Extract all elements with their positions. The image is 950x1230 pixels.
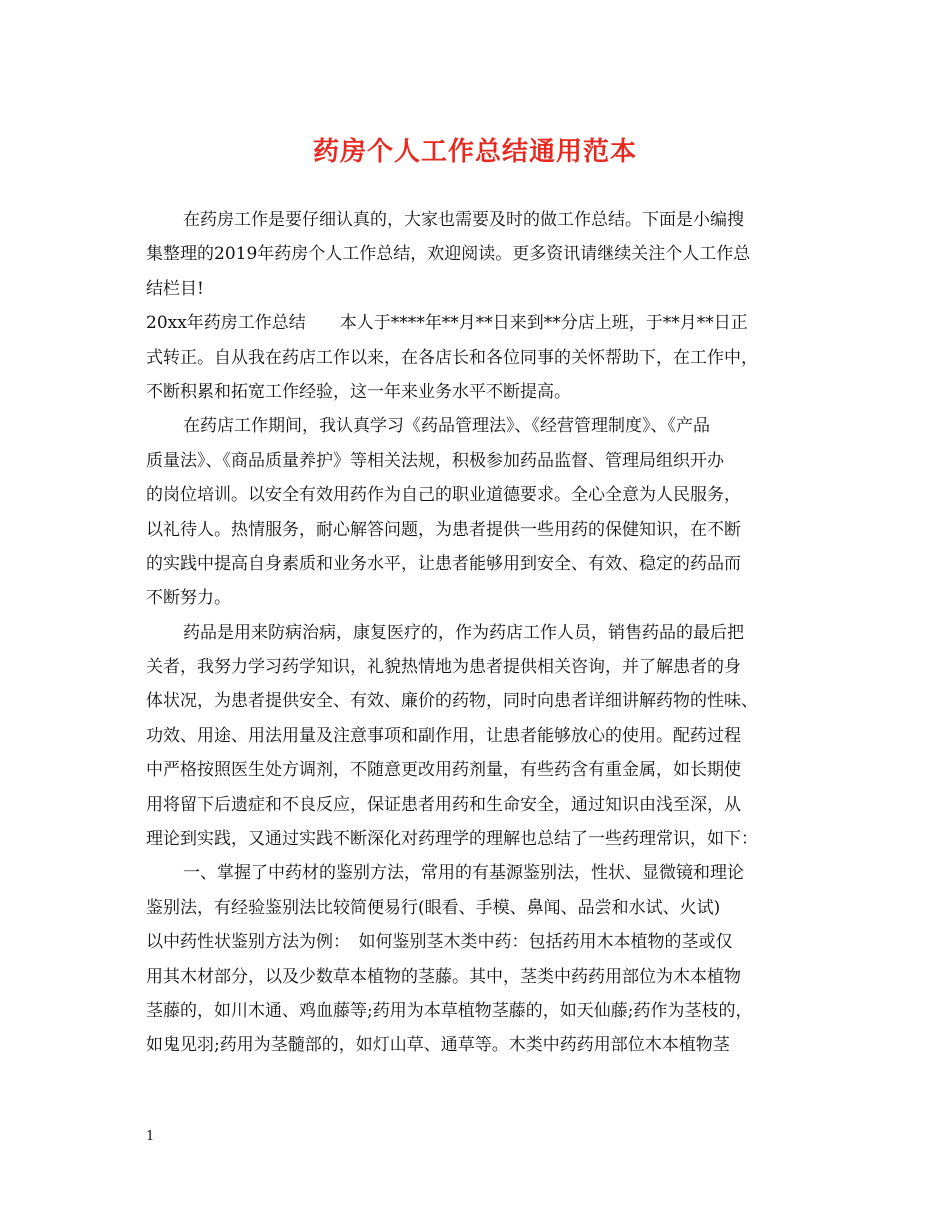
body-line: 不断积累和拓宽工作经验，这一年来业务水平不断提高。: [146, 381, 571, 402]
body-line: 理论到实践，又通过实践不断深化对药理学的理解也总结了一些药理常识，如下：: [146, 829, 758, 850]
body-line: 以中药性状鉴别方法为例： 如何鉴别茎木类中药：包括药用木本植物的茎或仅: [146, 932, 733, 953]
body-line: 关者，我努力学习药学知识，礼貌热情地为患者提供相关咨询，并了解患者的身: [146, 657, 741, 678]
page-number: 1: [146, 1129, 155, 1144]
body-line: 鉴别法，有经验鉴别法比较简便易行(眼看、手模、鼻闻、品尝和水试、火试): [146, 897, 721, 918]
body-line: 质量法》、《商品质量养护》等相关法规，积极参加药品监督、管理局组织开办: [146, 450, 724, 471]
body-line: 用其木材部分，以及少数草本植物的茎藤。其中，茎类中药药用部位为木本植物: [146, 966, 741, 987]
body-line: 不断努力。: [146, 588, 231, 609]
body-line: 一、掌握了中药材的鉴别方法，常用的有基源鉴别法，性状、显微镜和理论: [183, 863, 744, 884]
body-line: 茎藤的，如川木通、鸡血藤等;药用为本草植物茎藤的，如天仙藤;药作为茎枝的，: [146, 1000, 753, 1021]
body-line: 中严格按照医生处方调剂，不随意更改用药剂量，有些药含有重金属，如长期使: [146, 760, 741, 781]
body-line: 式转正。自从我在药店工作以来，在各店长和各位同事的关怀帮助下，在工作中，: [146, 347, 758, 368]
body-line: 用将留下后遗症和不良反应，保证患者用药和生命安全，通过知识由浅至深，从: [146, 794, 741, 815]
document-title: 药房个人工作总结通用范本: [312, 137, 637, 167]
body-line: 以礼待人。热情服务，耐心解答问题，为患者提供一些用药的保健知识，在不断: [146, 519, 741, 540]
body-line: 的实践中提高自身素质和业务水平，让患者能够用到安全、有效、稳定的药品而: [146, 553, 741, 574]
body-line: 结栏目!: [146, 278, 204, 299]
document-body: [146, 203, 811, 1063]
body-line: 功效、用途、用法用量及注意事项和副作用，让患者能够放心的使用。配药过程: [146, 725, 741, 746]
body-line: 如鬼见羽;药用为茎髓部的，如灯山草、通草等。木类中药药用部位木本植物茎: [146, 1035, 730, 1056]
body-line: 集整理的2019年药房个人工作总结，欢迎阅读。更多资讯请继续关注个人工作总: [146, 244, 751, 265]
body-line: 在药店工作期间，我认真学习《药品管理法》、《经营管理制度》、《产品: [183, 416, 710, 437]
body-line: 20xx年药房工作总结 本人于****年**月**日来到**分店上班，于**月**日正: [146, 313, 748, 334]
body-line: 药品是用来防病治病，康复医疗的，作为药店工作人员，销售药品的最后把: [183, 622, 744, 643]
body-line: 在药房工作是要仔细认真的，大家也需要及时的做工作总结。下面是小编搜: [183, 210, 744, 230]
body-line: 体状况，为患者提供安全、有效、廉价的药物，同时向患者详细讲解药物的性味、: [146, 691, 758, 712]
body-line: 的岗位培训。以安全有效用药作为自己的职业道德要求。全心全意为人民服务，: [146, 485, 741, 506]
